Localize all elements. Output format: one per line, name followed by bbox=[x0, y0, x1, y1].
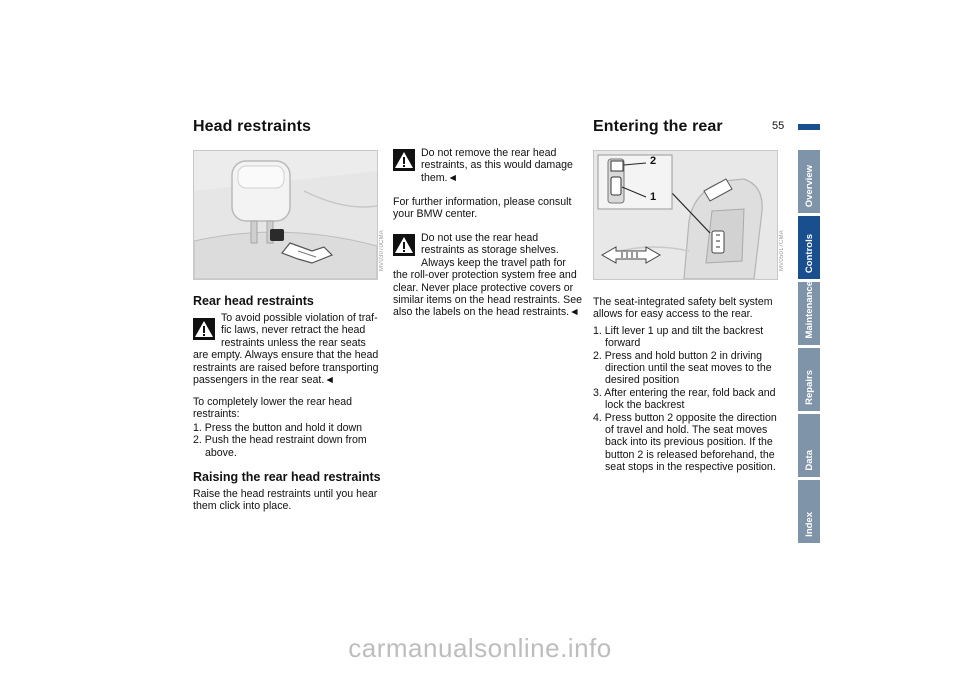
warning-block-3 bbox=[393, 232, 583, 319]
entering-rear-text bbox=[593, 296, 787, 474]
list-item: 1. Press the button and hold it down bbox=[193, 421, 363, 434]
callout-1: 1 bbox=[650, 191, 657, 203]
tab-controls[interactable] bbox=[798, 216, 820, 279]
list-item: 2. Push the head restraint down from above. bbox=[193, 434, 367, 459]
tab-index[interactable] bbox=[798, 480, 820, 543]
heading-raising-head-restraints: Raising the rear head restraints bbox=[193, 470, 381, 484]
lower-steps-list bbox=[193, 422, 383, 459]
image-code-right: MV05017CMA bbox=[779, 230, 785, 272]
tab-overview[interactable] bbox=[798, 150, 820, 213]
page-marker-bar bbox=[798, 124, 820, 130]
list-item: 1. Lift lever 1 up and tilt the backrest forward bbox=[593, 324, 764, 350]
image-code-left: MV03070CMA bbox=[379, 230, 385, 272]
list-item: 4. Press button 2 opposite the direction of travel and hold. The seat moves back into its previous position. If the button 2 is released beforehand, the seat stops in the respective position. bbox=[593, 411, 777, 474]
raise-text: Raise the head restraints until you hear them click into place. bbox=[193, 488, 378, 513]
warning-text-3: Do not use the rear head restraints as storage shelves. Always keep the travel path for the roll-over protection system free and clear. Never place protective covers or similar items on the head restraints. See also the labels on the head restraints.◄ bbox=[393, 232, 583, 319]
lower-instructions bbox=[193, 396, 383, 459]
tab-repairs[interactable] bbox=[798, 348, 820, 411]
head-restraint-illustration bbox=[193, 150, 378, 280]
warning-triangle-icon bbox=[193, 318, 215, 340]
tab-label: Index bbox=[803, 512, 815, 537]
warning-text-1: To avoid possible violation of traf-fic laws, never retract the head restraints unless the rear seats are empty. Always ensure that the head restraints are raised before transporting passengers in the rear seat.◄ bbox=[193, 312, 379, 387]
tab-maintenance[interactable] bbox=[798, 282, 820, 345]
page-title-entering-rear: Entering the rear bbox=[593, 118, 723, 135]
entering-intro-text: The seat-integrated safety belt system allows for easy access to the rear. bbox=[593, 296, 773, 321]
list-item: 2. Press and hold button 2 in driving direction until the seat moves to the desired position bbox=[593, 349, 772, 387]
tab-data[interactable] bbox=[798, 414, 820, 477]
warning-block-1 bbox=[193, 312, 383, 386]
warning-block-2 bbox=[393, 147, 583, 184]
tab-label: Maintenance bbox=[803, 281, 815, 339]
warning-triangle-icon bbox=[393, 234, 415, 256]
warning-text-2: Do not remove the rear head restraints, as this would damage them.◄ bbox=[421, 147, 573, 184]
heading-rear-head-restraints: Rear head restraints bbox=[193, 294, 314, 308]
tab-label: Repairs bbox=[803, 370, 815, 405]
callout-2: 2 bbox=[650, 155, 657, 167]
warning-triangle-icon bbox=[393, 149, 415, 171]
list-item: 3. After entering the rear, fold back and lock the backrest bbox=[593, 386, 776, 412]
lower-intro-text: To completely lower the rear head restraints: bbox=[193, 396, 352, 421]
entering-steps-list bbox=[593, 325, 787, 474]
tab-label: Controls bbox=[803, 233, 815, 273]
entering-rear-illustration bbox=[593, 150, 778, 280]
page-number: 55 bbox=[772, 120, 785, 132]
tab-label: Overview bbox=[803, 164, 815, 207]
page-title-head-restraints: Head restraints bbox=[193, 118, 311, 135]
footer-watermark[interactable]: carmanualsonline.info bbox=[0, 633, 960, 678]
info-text: For further information, please consult your BMW center. bbox=[393, 196, 572, 221]
tab-label: Data bbox=[803, 450, 815, 471]
